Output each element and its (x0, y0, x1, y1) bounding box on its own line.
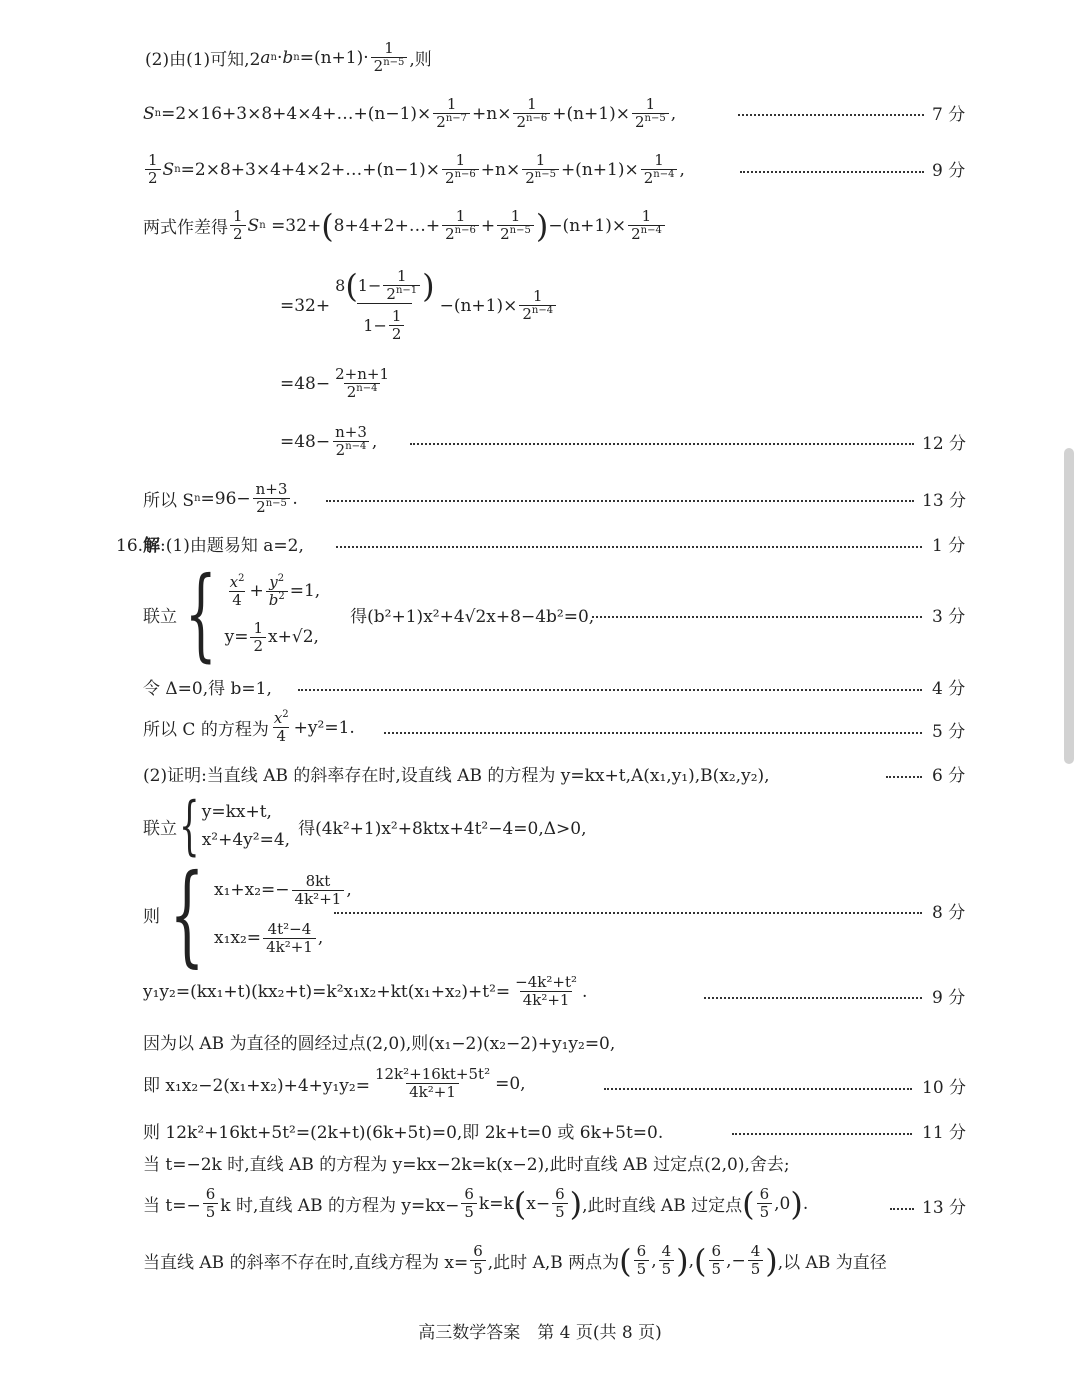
simplify-line-2: =48− $\frac{n+3}{2^{n-4}}$ , (280, 423, 378, 459)
system-ellipse-line: 联立 { $\frac{x^2}{4}$ + $\frac{y^2}{b^2}$ =1, y= $\frac{1}{2}$ x+√2, 得(b²+1)x²+4√2x+8−4b²=0, (143, 555, 595, 672)
dot-leader (298, 689, 922, 691)
vieta-system-line: 则 { x₁+x₂=− $\frac{8kt}{\text{4k²+1}}$ , x₁x₂= $\frac{\text{4t²−4}}{\text{4k²+1}}$ , (143, 850, 352, 978)
geometric-sum-line: =32+ 8 ( 1− $\frac{1}{2^{n-1}}$ ) 1− $\frac{1}{2}$ −(n+1)× $\frac{1}{2^{n-4}}$ (280, 268, 558, 343)
score-label: 6 分 (932, 766, 966, 786)
dot-leader (326, 500, 914, 502)
dot-leader (738, 114, 924, 116)
part2-intro: (2)由(1)可知,2 a n · b n =(n+1)· $\frac{1}{2^{n-5}}$ ,则 (145, 39, 432, 75)
dot-leader (592, 616, 922, 618)
sum-sn-line: S n =2×16+3×8+4×4+…+(n−1)× $\frac{1}{2^{n-7}}$ +n× $\frac{1}{2^{n-6}}$ +(n+1)× $\frac{1}{2^{n-5}}$ , (143, 95, 677, 131)
score-label: 8 分 (932, 903, 966, 923)
vertical-scrollbar[interactable] (1064, 448, 1074, 764)
proof-setup-line: (2)证明:当直线 AB 的斜率存在时,设直线 AB 的方程为 y=kx+t,A(x₁,y₁),B(x₂,y₂), (143, 766, 770, 786)
dot-leader (886, 776, 922, 778)
system-line-ellipse: 联立 { y=kx+t, x²+4y²=4, 得(4k²+1)x²+8ktx+4t²−4=0,Δ>0, (143, 789, 587, 863)
result-sn-line: 所以 S n =96− $\frac{n+3}{2^{n-5}}$ . (143, 480, 298, 516)
half-sum-line: $\frac{1}{2}$ S n =2×8+3×4+4×2+…+(n−1)× $\frac{1}{2^{n-6}}$ +n× $\frac{1}{2^{n-5}}$ +(n+1)× $\frac{1}{2^{n-4}}$ , (143, 152, 685, 187)
score-label: 4 分 (932, 679, 966, 699)
score-label: 12 分 (922, 434, 967, 454)
score-label: 11 分 (922, 1123, 967, 1143)
score-label: 3 分 (932, 607, 966, 627)
score-label: 13 分 (922, 1198, 967, 1218)
question-16-header: 16.解:(1)由题易知 a=2, (116, 536, 304, 556)
score-label: 9 分 (932, 161, 966, 181)
dot-leader (336, 546, 922, 548)
circle-condition-line: 因为以 AB 为直径的圆经过点(2,0),则(x₁−2)(x₂−2)+y₁y₂=0, (143, 1034, 616, 1054)
dot-leader (704, 997, 922, 999)
delta-line: 令 Δ=0,得 b=1, (143, 679, 272, 699)
fraction: $\frac{1}{2^{n-5}}$ (371, 40, 408, 75)
score-label: 10 分 (922, 1078, 967, 1098)
dot-leader (384, 732, 922, 734)
dot-leader (732, 1133, 912, 1135)
dot-leader (334, 912, 922, 914)
score-label: 7 分 (932, 105, 966, 125)
ellipse-equation-line: 所以 C 的方程为 $\frac{x^2}{4}$ +y²=1. (143, 709, 355, 745)
dot-leader (604, 1088, 912, 1090)
dot-leader (890, 1208, 914, 1210)
score-label: 9 分 (932, 988, 966, 1008)
case-one-line: 当 t=−2k 时,直线 AB 的方程为 y=kx−2k=k(x−2),此时直线 AB 过定点(2,0),舍去; (143, 1155, 790, 1175)
score-label: 5 分 (932, 722, 966, 742)
case-two-line: 当 t=− $\frac{6}{5}$ k 时,直线 AB 的方程为 y=kx− $\frac{6}{5}$ k=k ( x− $\frac{6}{5}$ ) ,此时直线 AB 过定点 ( $\frac{6}{5}$ ,0 ) . (143, 1184, 809, 1223)
score-label: 1 分 (932, 536, 966, 556)
vertical-case-line: 当直线 AB 的斜率不存在时,直线方程为 x= $\frac{6}{5}$ ,此时 A,B 两点为 ( $\frac{6}{5}$ , $\frac{4}{5}$ ) , ( $\frac{6}{5}$ ,− $\frac{4}{5}$ ) ,以 AB 为直径 (143, 1241, 887, 1280)
y1y2-line: y₁y₂=(kx₁+t)(kx₂+t)=k²x₁x₂+kt(x₁+x₂)+t²= $\frac{\text{−4k²+t²}}{\text{4k²+1}}$ . (143, 973, 588, 1009)
dot-leader (410, 443, 914, 445)
dot-product-line: 即 x₁x₂−2(x₁+x₂)+4+y₁y₂= $\frac{\text{12k²+16kt+5t²}}{\text{4k²+1}}$ =0, (143, 1065, 526, 1101)
page-footer: 高三数学答案 第 4 页(共 8 页) (418, 1323, 662, 1343)
score-label: 13 分 (922, 491, 967, 511)
simplify-line: =48− $\frac{2+n+1}{2^{n-4}}$ (280, 365, 390, 401)
difference-line: 两式作差得 $\frac{1}{2}$ S n =32+ ( 8+4+2+…+ $\frac{1}{2^{n-6}}$ + $\frac{1}{2^{n-5}}$ ) −(n+1)× $\frac{1}{2^{n-4}}$ (143, 208, 667, 243)
dot-leader (740, 171, 924, 173)
factor-line: 则 12k²+16kt+5t²=(2k+t)(6k+5t)=0,即 2k+t=0 或 6k+5t=0. (143, 1123, 664, 1143)
